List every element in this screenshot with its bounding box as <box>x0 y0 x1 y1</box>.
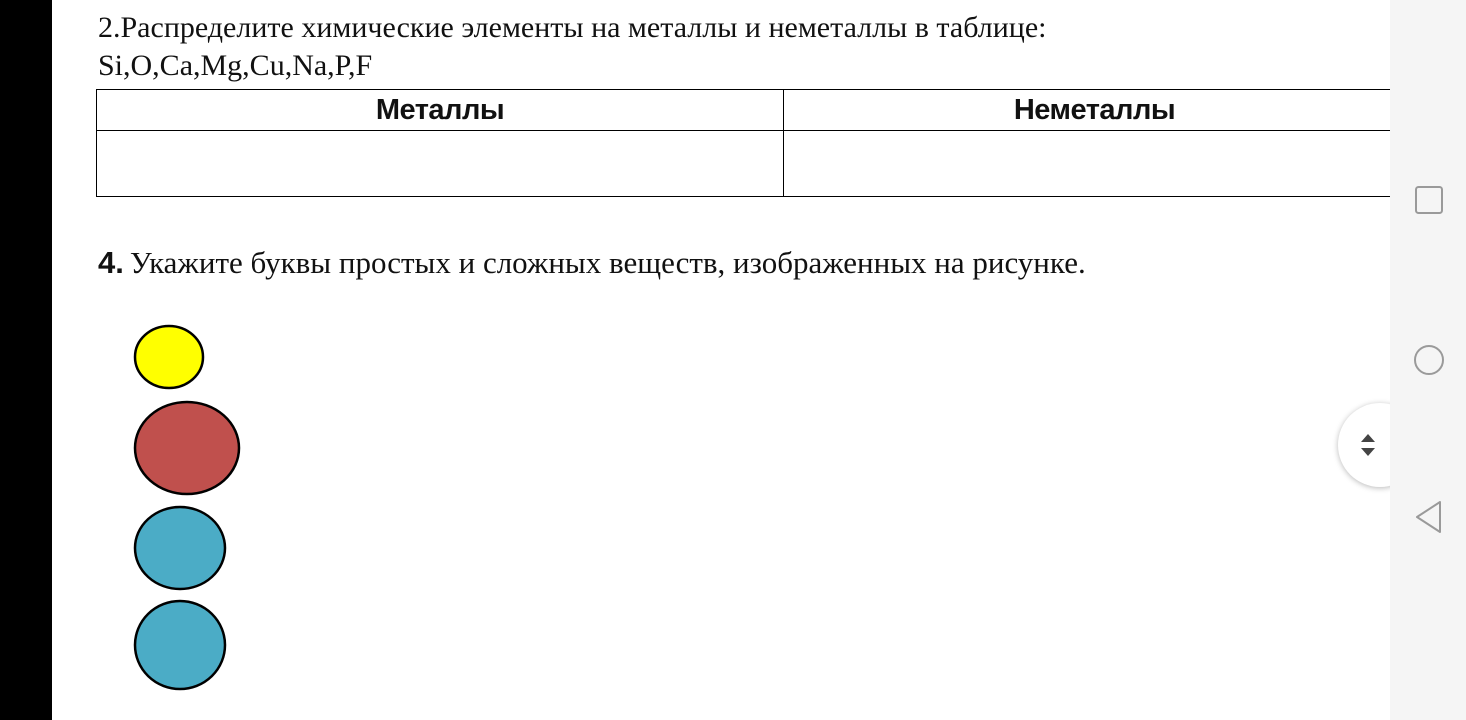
molecule-figure <box>52 0 312 720</box>
header-metals: Металлы <box>97 90 784 131</box>
navigation-bar <box>1390 0 1466 720</box>
red-atom <box>135 402 239 494</box>
triangle-back-icon <box>1412 498 1446 536</box>
task-4-question: Укажите буквы простых и сложных веществ, изображенных на рисунке. <box>129 245 1086 280</box>
blue-atom-bottom <box>135 601 225 689</box>
header-nonmetals: Неметаллы <box>784 90 1391 131</box>
square-icon <box>1412 183 1446 217</box>
cell-nonmetals <box>784 131 1391 197</box>
back-button[interactable] <box>1412 500 1446 534</box>
recents-button[interactable] <box>1412 183 1446 217</box>
up-down-arrows-icon <box>1358 428 1378 462</box>
circle-icon <box>1412 343 1446 377</box>
task-2-title: 2.Распределите химические элементы на металлы и неметаллы в таблице: <box>98 11 1047 44</box>
yellow-atom <box>135 326 203 388</box>
left-black-bar <box>0 0 52 720</box>
document-page <box>52 0 1390 720</box>
task-4-number: 4. <box>98 245 124 280</box>
task-2-elements-list: Si,O,Ca,Mg,Cu,Na,P,F <box>98 49 373 82</box>
home-button[interactable] <box>1412 343 1446 377</box>
blue-atom-top <box>135 507 225 589</box>
